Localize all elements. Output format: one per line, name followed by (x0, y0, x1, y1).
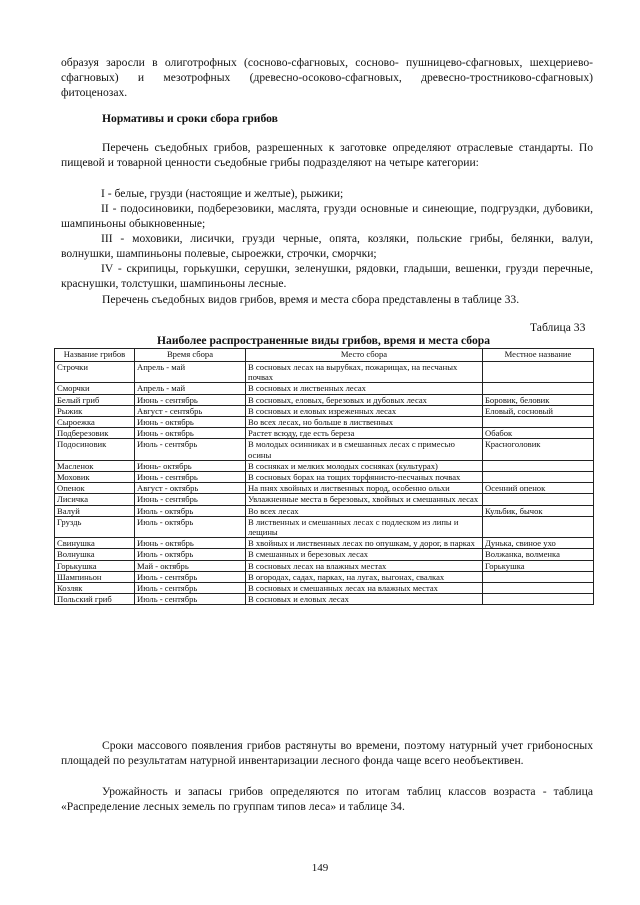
table-cell: Растет всюду, где есть береза (246, 428, 483, 439)
table-row (55, 583, 594, 594)
table-row (55, 439, 594, 460)
table-cell: Август - октябрь (135, 483, 246, 494)
table-header-row (55, 349, 594, 362)
table-cell: Июнь- октябрь (135, 460, 246, 471)
table-row (55, 417, 594, 428)
table-cell: Апрель - май (135, 383, 246, 394)
table-cell: Август - сентябрь (135, 405, 246, 416)
yield-paragraph: Урожайность и запасы грибов определяются по итогам таблиц классов возраста - таблица «Распределение лесных земель по группам типов леса» и таблице 34. (61, 785, 593, 814)
table-cell: В сосновых и лиственных лесах (246, 383, 483, 394)
table-cell: Шампиньон (55, 571, 135, 582)
table-row (55, 394, 594, 405)
table-cell: Строчки (55, 362, 135, 383)
table-cell: Июнь - октябрь (135, 428, 246, 439)
table-cell: Лисичка (55, 494, 135, 505)
table-cell: Осенний опенок (483, 483, 594, 494)
table-cell: В сосняках и мелких молодых сосняках (культурах) (246, 460, 483, 471)
table-cell: Июль - сентябрь (135, 571, 246, 582)
category-4: IV - скрипицы, горькушки, серушки, зеленушки, рядовки, гладыши, вешенки, грузди перечные, краснушки, толстушки, шампиньоны лесные. (61, 262, 593, 291)
table-row (55, 383, 594, 394)
table-cell: Белый гриб (55, 394, 135, 405)
table-cell: Во всех лесах, но больше в лиственных (246, 417, 483, 428)
table-number: Таблица 33 (530, 321, 586, 334)
table-cell (483, 571, 594, 582)
table-cell: В молодых осинниках и в смешанных лесах с примесью осины (246, 439, 483, 460)
table-cell: Июль - сентябрь (135, 594, 246, 605)
table-cell: Июль - октябрь (135, 505, 246, 516)
table-cell: Подосиновик (55, 439, 135, 460)
table-cell: В сосновых лесах на вырубках, пожарищах, на песчаных почвах (246, 362, 483, 383)
table-cell: Июнь - сентябрь (135, 472, 246, 483)
table-body (55, 362, 594, 605)
table-cell: Подберезовик (55, 428, 135, 439)
table-cell: Июль - сентябрь (135, 583, 246, 594)
table-cell (483, 516, 594, 537)
table-cell: Июль - сентябрь (135, 439, 246, 460)
table-cell: Козляк (55, 583, 135, 594)
table-cell: В сосновых и еловых лесах (246, 594, 483, 605)
table-cell: Сыроежка (55, 417, 135, 428)
table-cell: В смешанных и березовых лесах (246, 549, 483, 560)
table-row (55, 405, 594, 416)
header-cell: Название грибов (55, 349, 135, 362)
table-cell: Моховик (55, 472, 135, 483)
table-cell (483, 472, 594, 483)
table-row (55, 516, 594, 537)
header-cell: Местное название (483, 349, 594, 362)
table-row (55, 538, 594, 549)
table-row (55, 560, 594, 571)
table-row (55, 571, 594, 582)
table-cell: Дунька, свиное ухо (483, 538, 594, 549)
table-cell: В сосновых борах на тощих торфянисто-песчаных почвах (246, 472, 483, 483)
table-cell: Увлажненные места в березовых, хвойных и смешанных лесах (246, 494, 483, 505)
table-cell (483, 494, 594, 505)
table-row (55, 472, 594, 483)
table-cell (483, 460, 594, 471)
table-cell: Груздь (55, 516, 135, 537)
table-title: Наиболее распространенные виды грибов, время и места сбора (157, 334, 490, 347)
table-cell (483, 583, 594, 594)
table-cell: Июнь - октябрь (135, 417, 246, 428)
table-cell: Масленок (55, 460, 135, 471)
table-cell: Во всех лесах (246, 505, 483, 516)
table-cell: Обабок (483, 428, 594, 439)
table-cell: Июль - октябрь (135, 549, 246, 560)
table-cell: Май - октябрь (135, 560, 246, 571)
table-cell: Апрель - май (135, 362, 246, 383)
table-cell: Июнь - сентябрь (135, 494, 246, 505)
table-cell: Валуй (55, 505, 135, 516)
table-row (55, 460, 594, 471)
table-row (55, 428, 594, 439)
list-paragraph: Перечень съедобных видов грибов, время и места сбора представлены в таблице 33. (102, 293, 520, 306)
table-row (55, 505, 594, 516)
table-cell: Горькушка (55, 560, 135, 571)
header-cell: Время сбора (135, 349, 246, 362)
table-cell (483, 362, 594, 383)
category-3: III - моховики, лисички, грузди черные, опята, козляки, польские грибы, белянки, валуи, волнушки, шампиньоны полевые, сыроежки, строчки, сморчки; (61, 232, 593, 261)
table-row (55, 483, 594, 494)
table-cell: Горькушка (483, 560, 594, 571)
table-cell: Июнь - сентябрь (135, 394, 246, 405)
table-cell: В хвойных и лиственных лесах по опушкам, у дорог, в парках (246, 538, 483, 549)
table-cell: Сморчки (55, 383, 135, 394)
table-cell: В сосновых, еловых, березовых и дубовых лесах (246, 394, 483, 405)
page-number: 149 (311, 862, 329, 874)
timing-paragraph: Сроки массового появления грибов растянуты во времени, поэтому натурный учет грибоносных площадей по результатам натурной инвентаризации лесного фонда чаще всего необъективен. (61, 739, 593, 768)
table-cell: Боровик, беловик (483, 394, 594, 405)
section-heading: Нормативы и сроки сбора грибов (102, 112, 278, 125)
table-cell: Еловый, сосновый (483, 405, 594, 416)
table-cell (483, 383, 594, 394)
table-cell: В огородах, садах, парках, на лугах, выгонах, свалках (246, 571, 483, 582)
table-cell: Июль - октябрь (135, 516, 246, 537)
mushroom-table (54, 348, 594, 605)
table-cell: Польский гриб (55, 594, 135, 605)
table-cell: Июнь - октябрь (135, 538, 246, 549)
category-1: I - белые, грузди (настоящие и желтые), рыжики; (101, 187, 344, 200)
table-cell: Свинушка (55, 538, 135, 549)
table-cell: В сосновых и смешанных лесах на влажных местах (246, 583, 483, 594)
table-cell (483, 417, 594, 428)
table-cell: На пнях хвойных и лиственных пород, особенно ольхи (246, 483, 483, 494)
table-cell: Опенок (55, 483, 135, 494)
standards-paragraph: Перечень съедобных грибов, разрешенных к заготовке определяют отраслевые стандарты. По пищевой и товарной ценности съедобные грибы подразделяют на четыре категории: (61, 141, 593, 170)
table-cell (483, 594, 594, 605)
table-cell: В лиственных и смешанных лесах с подлеском из липы и лещины (246, 516, 483, 537)
table-row (55, 549, 594, 560)
intro-paragraph: образуя заросли в олиготрофных (сосново-сфагновых, сосново- пушницево-сфагновых, шехцериево-сфагновых) и мезотрофных (древесно-осоково-сфагновых, древесно-тростниково-сфагновых) фитоценозах. (61, 56, 593, 100)
table-cell: Волнушка (55, 549, 135, 560)
table-row (55, 362, 594, 383)
table-cell: В сосновых и еловых изреженных лесах (246, 405, 483, 416)
table-row (55, 494, 594, 505)
table-cell: Кульбик, бычок (483, 505, 594, 516)
table-row (55, 594, 594, 605)
table-cell: В сосновых лесах на влажных местах (246, 560, 483, 571)
category-2: II - подосиновики, подберезовики, маслята, грузди основные и синеющие, подгруздки, дубовики, шампиньоны обыкновенные; (61, 202, 593, 231)
table-cell: Волжанка, волменка (483, 549, 594, 560)
table-cell: Рыжик (55, 405, 135, 416)
table-cell: Красноголовик (483, 439, 594, 460)
header-cell: Место сбора (246, 349, 483, 362)
